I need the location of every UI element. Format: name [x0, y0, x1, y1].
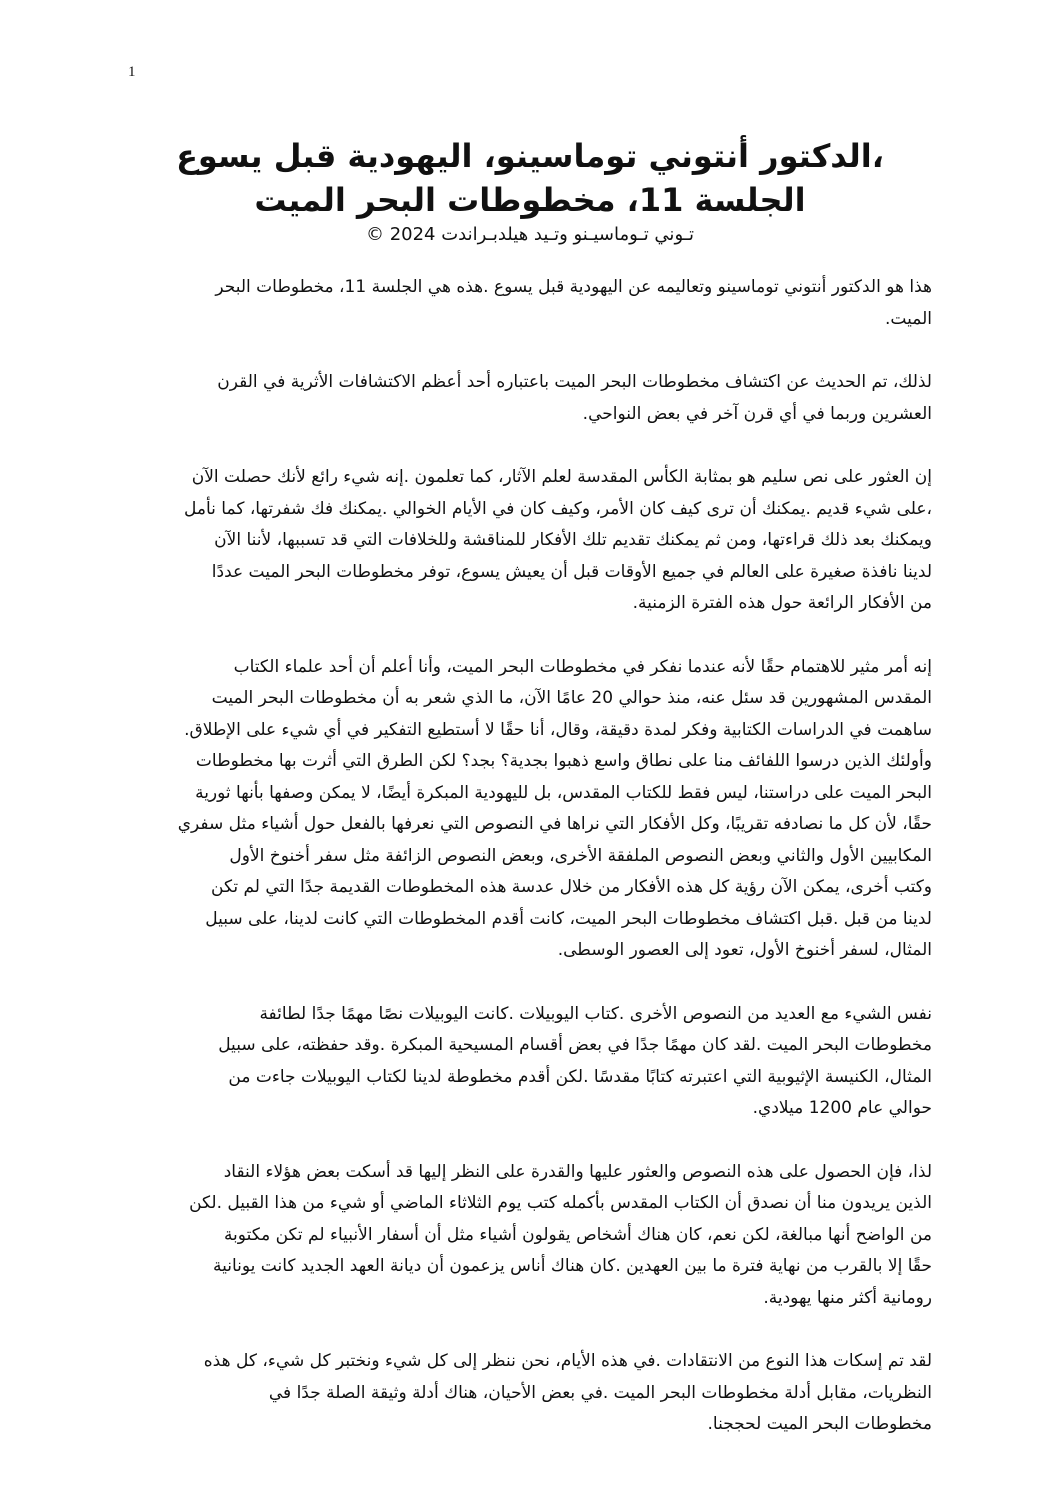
paragraph-line: المثال، الكنيسة الإثيوبية التي اعتبرته كتابًا مقدسًا .لكن أقدم مخطوطة لدينا لكتاب اليوبيلات جاءت من	[228, 1066, 932, 1087]
paragraph-line: نفس الشيء مع العديد من النصوص الأخرى .كتاب اليوبيلات .كانت اليوبيلات نصًا مهمًا جدًا لطائفة	[259, 1003, 932, 1024]
paragraph-line: ،على شيء قديم .يمكنك أن ترى كيف كان الأمر، وكيف كان في الأيام الخوالي .يمكنك فك شفرتها، كما نأمل	[184, 498, 932, 519]
document-body	[140, 272, 932, 1473]
paragraph-line: حقًا إلا بالقرب من نهاية فترة ما بين العهدين .كان هناك أناس يزعمون أن ديانة العهد الجديد كانت يونانية	[213, 1256, 932, 1276]
copyright-line: تـوني تـوماسيـنو وتـيد هيلدبـراندت 2024 ©	[365, 224, 695, 245]
paragraph-line: من الواضح أنها مبالغة، لكن نعم، كان هناك أشخاص يقولون أشياء مثل أن أسفار الأنبياء لم تكن مكتوبة	[223, 1224, 932, 1245]
paragraph-line: العشرين وربما في أي قرن آخر في بعض النواحي.	[582, 403, 932, 424]
paragraph-line: المكابيين الأول والثاني وبعض النصوص الملفقة الأخرى، وبعض النصوص الزائفة مثل سفر أخنوخ الأول	[229, 845, 932, 866]
page-number: 1	[128, 64, 136, 80]
paragraph	[140, 272, 932, 335]
paragraph	[140, 1157, 932, 1315]
paragraph-line: لذلك، تم الحديث عن اكتشاف مخطوطات البحر الميت باعتباره أحد أعظم الاكتشافات الأثرية في القرن	[217, 372, 932, 392]
paragraph-line: هذا هو الدكتور أنتوني توماسينو وتعاليمه عن اليهودية قبل يسوع .هذه هي الجلسة 11، مخطوطات البحر	[215, 277, 932, 297]
paragraph-line: حوالي عام 1200 ميلادي.	[752, 1098, 932, 1118]
paragraph-line: ويمكنك بعد ذلك قراءتها، ومن ثم يمكنك تقديم تلك الأفكار للمناقشة وللخلافات التي قد تسببها، لأننا الآن	[214, 530, 932, 550]
paragraph-line: لدينا نافذة صغيرة على العالم في جميع الأوقات قبل أن يعيش يسوع، توفر مخطوطات البحر الميت عددًا	[211, 561, 932, 582]
title-line: ،الدكتور أنتوني توماسينو، اليهودية قبل يسوع	[176, 137, 884, 175]
paragraph-line: ساهمت في الدراسات الكتابية وفكر لمدة دقيقة، وقال، أنا حقًا لا أستطيع التفكير في أي شيء على الإطلاق.	[184, 719, 932, 740]
paragraph-line: لقد تم إسكات هذا النوع من الانتقادات .في هذه الأيام، نحن ننظر إلى كل شيء ونختبر كل شيء، كل هذه	[203, 1351, 932, 1371]
paragraph-line: الميت.	[885, 308, 932, 329]
paragraph-line: إنه أمر مثير للاهتمام حقًا لأنه عندما نفكر في مخطوطات البحر الميت، وأنا أعلم أن أحد علماء الكتاب	[233, 656, 932, 677]
paragraph-line: لدينا من قبل .قبل اكتشاف مخطوطات البحر الميت، كانت أقدم المخطوطات التي كانت لدينا، على سبيل	[205, 908, 932, 929]
paragraph	[140, 999, 932, 1125]
paragraph-line: مخطوطات البحر الميت .لقد كان مهمًا جدًا في بعض أقسام المسيحية المبكرة .وقد حفظته، على سبيل	[218, 1035, 932, 1055]
paragraph-line: من الأفكار الرائعة حول هذه الفترة الزمنية.	[632, 593, 932, 613]
paragraph-line: وأولئك الذين درسوا اللفائف منا على نطاق واسع ذهبوا بجدية؟ بجد؟ لكن الطرق التي أثرت بها مخطوطات	[195, 751, 932, 771]
paragraph-line: وكتب أخرى، يمكن الآن رؤية كل هذه الأفكار من خلال عدسة هذه المخطوطات القديمة جدًا التي لم تكن	[211, 877, 932, 897]
paragraph	[140, 1346, 932, 1441]
paragraph-line: حقًا، لأن كل ما نصادفه تقريبًا، وكل الأفكار التي نراها في النصوص التي نعرفها بالفعل حول أشياء مثل سفري	[177, 814, 932, 834]
paragraph-line: لذا، فإن الحصول على هذه النصوص والعثور عليها والقدرة على النظر إليها قد أسكت بعض هؤلاء النقاد	[223, 1161, 932, 1182]
paragraph	[140, 462, 932, 620]
paragraph-line: المثال، لسفر أخنوخ الأول، تعود إلى العصور الوسطى.	[557, 940, 932, 960]
paragraph-line: المقدس المشهورين قد سئل عنه، منذ حوالي 20 عامًا الآن، ما الذي شعر به أن مخطوطات البحر الميت	[211, 688, 932, 708]
paragraph	[140, 652, 932, 967]
paragraph-line: مخطوطات البحر الميت لحججنا.	[707, 1414, 932, 1434]
paragraph-line: النظريات، مقابل أدلة مخطوطات البحر الميت .في بعض الأحيان، هناك أدلة وثيقة الصلة جدًا في	[268, 1382, 932, 1403]
title-line: الجلسة 11، مخطوطات البحر الميت	[254, 181, 806, 219]
document-title	[120, 134, 940, 222]
paragraph-line: إن العثور على نص سليم هو بمثابة الكأس المقدسة لعلم الآثار، كما تعلمون .إنه شيء رائع لأنك حصلت الآن	[191, 467, 932, 487]
paragraph-line: رومانية أكثر منها يهودية.	[763, 1287, 932, 1308]
paragraph-line: البحر الميت على دراستنا، ليس فقط للكتاب المقدس، بل لليهودية المبكرة أيضًا، لا يمكن وصفها بأنها ثورية	[195, 782, 932, 803]
paragraph	[140, 367, 932, 430]
paragraph-line: الذين يريدون منا أن نصدق أن الكتاب المقدس بأكمله كتب يوم الثلاثاء الماضي أو شيء من هذا القبيل .لكن	[189, 1193, 932, 1213]
